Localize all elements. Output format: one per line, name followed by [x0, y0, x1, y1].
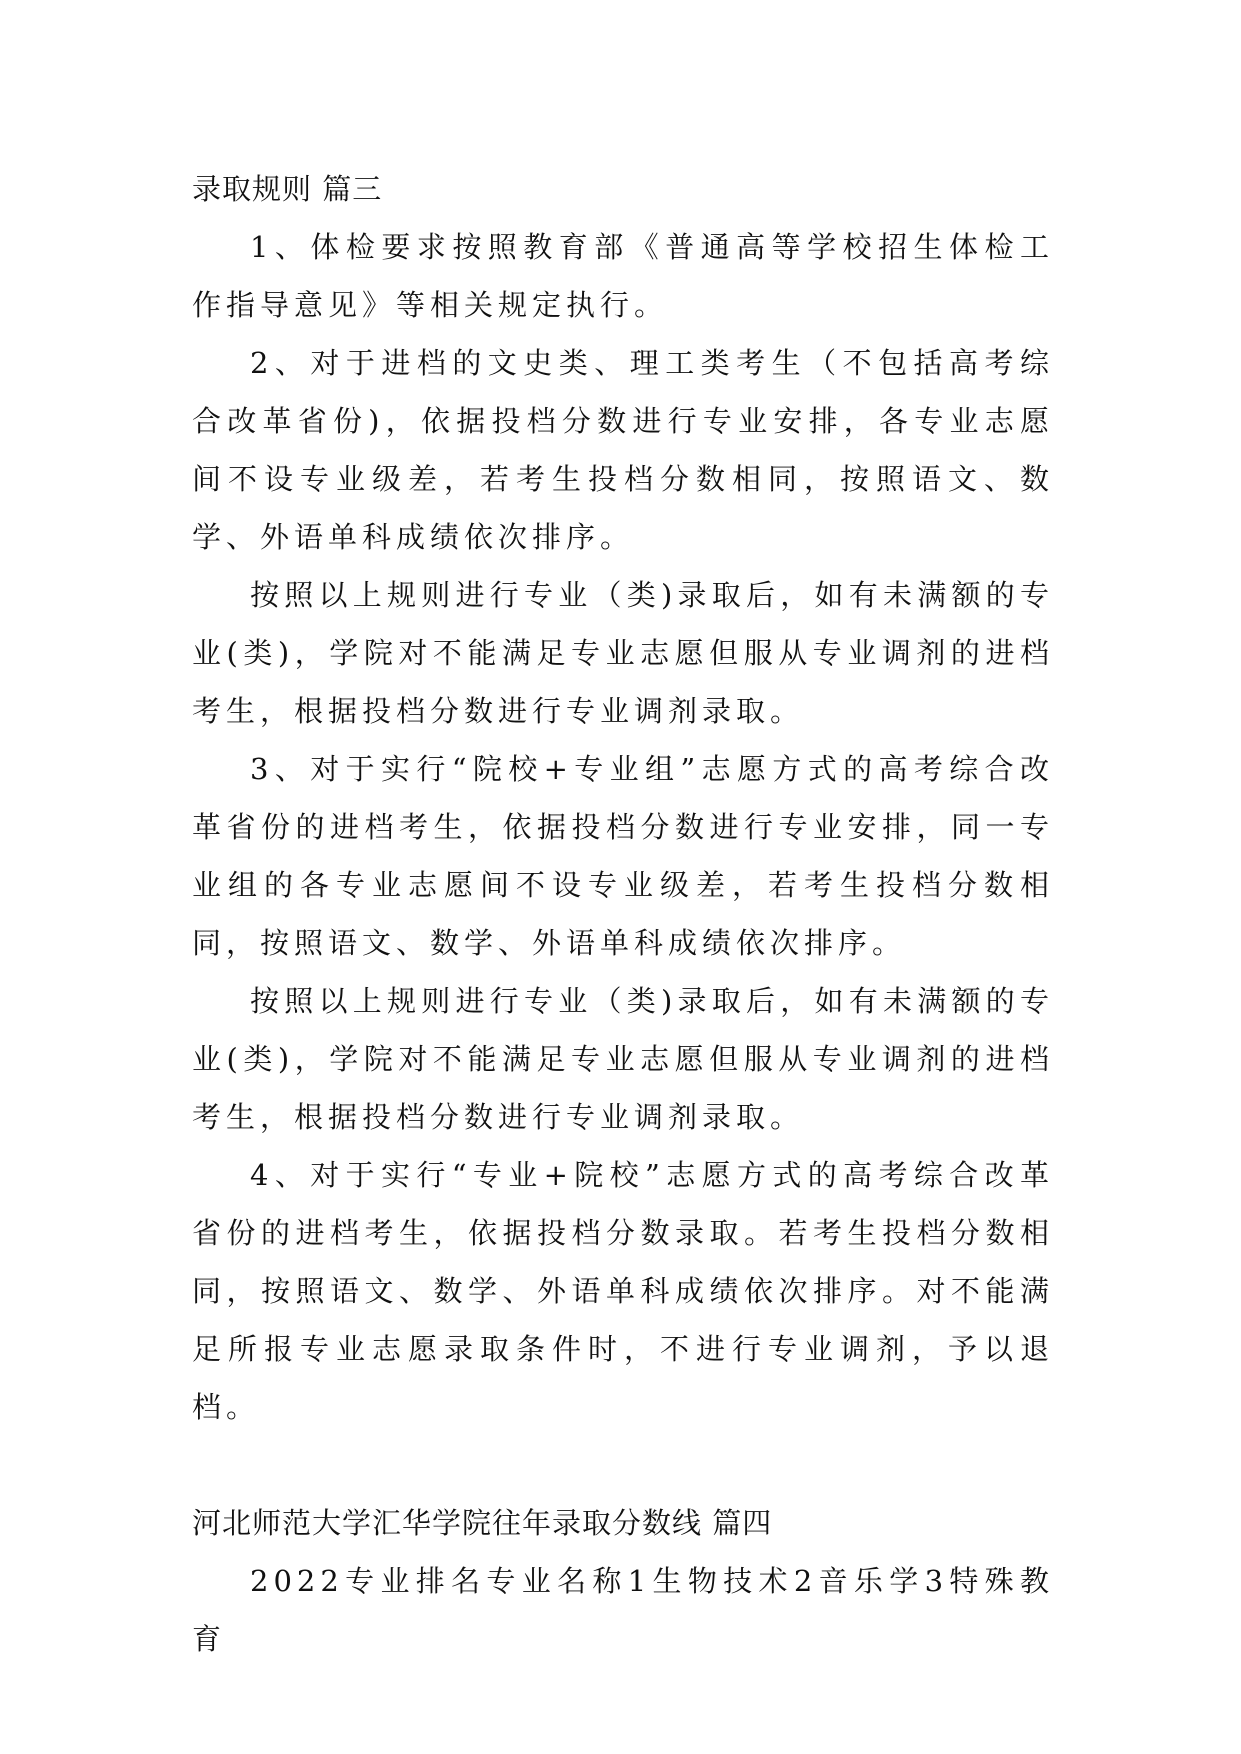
- section-3-heading: 录取规则 篇三: [192, 172, 383, 206]
- section-3-paragraph-2: 2、对于进档的文史类、理工类考生（不包括高考综合改革省份)，依据投档分数进行专业安排，各专业志愿间不设专业级差，若考生投档分数相同，按照语文、数学、外语单科成绩依次排序。: [192, 346, 1054, 554]
- section-3-paragraph-1: 1、体检要求按照教育部《普通高等学校招生体检工作指导意见》等相关规定执行。: [192, 230, 1054, 322]
- section-spacer: [192, 1436, 1054, 1494]
- section-3-paragraph-5: 按照以上规则进行专业（类)录取后，如有未满额的专业(类)，学院对不能满足专业志愿但服从专业调剂的进档考生，根据投档分数进行专业调剂录取。: [192, 984, 1054, 1134]
- section-4-paragraph-1: 2022专业排名专业名称1生物技术2音乐学3特殊教育: [192, 1564, 1054, 1656]
- document-page: [192, 160, 1054, 1668]
- section-3-paragraph-6: 4、对于实行“专业+院校”志愿方式的高考综合改革省份的进档考生，依据投档分数录取。若考生投档分数相同，按照语文、数学、外语单科成绩依次排序。对不能满足所报专业志愿录取条件时，不进行专业调剂，予以退档。: [192, 1158, 1054, 1424]
- section-3-paragraph-4: 3、对于实行“院校+专业组”志愿方式的高考综合改革省份的进档考生，依据投档分数进行专业安排，同一专业组的各专业志愿间不设专业级差，若考生投档分数相同，按照语文、数学、外语单科成绩依次排序。: [192, 752, 1054, 960]
- section-3-paragraph-3: 按照以上规则进行专业（类)录取后，如有未满额的专业(类)，学院对不能满足专业志愿但服从专业调剂的进档考生，根据投档分数进行专业调剂录取。: [192, 578, 1054, 728]
- section-4-heading: 河北师范大学汇华学院往年录取分数线 篇四: [192, 1506, 773, 1540]
